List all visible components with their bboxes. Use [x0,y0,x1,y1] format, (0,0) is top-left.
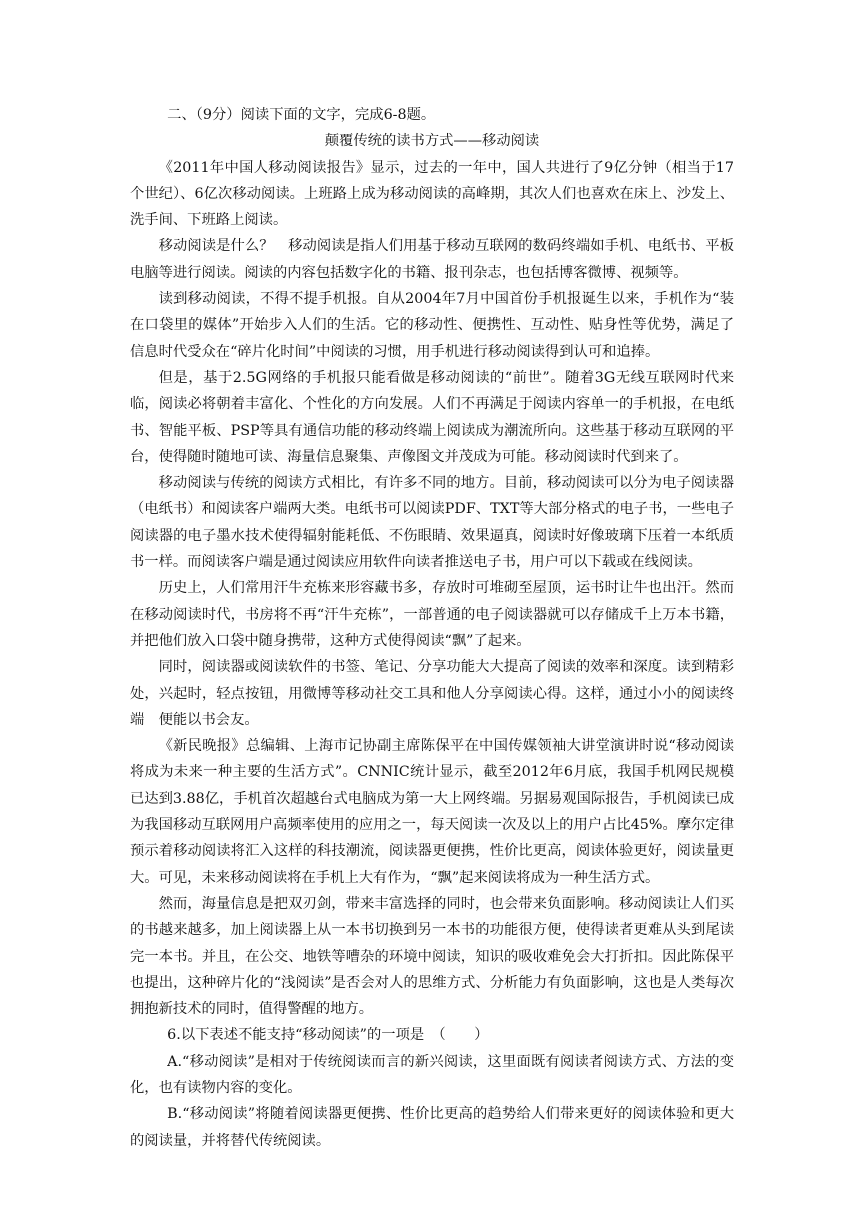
section-heading: 二、（9分）阅读下面的文字，完成6-8题。 [167,107,436,123]
paragraph-1: 《2011年中国人移动阅读报告》显示，过去的一年中，国人共进行了9亿分钟（相当于17个世纪）、6亿次移动阅读。上班路上成为移动阅读的高峰期，其次人们也喜欢在床上、沙发上、洗手间、下班路上阅读。 [130,159,734,229]
paragraph-9: 然而，海量信息是把双刃剑，带来丰富选择的同时，也会带来负面影响。移动阅读让人们买的书越来越多，加上阅读器上从一本书切换到另一本书的功能很方便，使得读者更难从头到尾读完一本书。并且，在公交、地铁等嘈杂的环境中阅读，知识的吸收难免会大打折扣。因此陈保平也提出，这种碎片化的“浅阅读”是否会对人的思维方式、分析能力有负面影响，这也是人类每次拥抱新技术的同时，值得警醒的地方。 [130,895,734,1018]
document-page [130,102,734,1154]
paragraph-2: 移动阅读是什么？ 移动阅读是指人们用基于移动互联网的数码终端如手机、电纸书、平板电脑等进行阅读。阅读的内容包括数字化的书籍、报刊杂志，也包括博客微博、视频等。 [130,238,734,281]
article-title: 颠覆传统的读书方式——移动阅读 [324,133,540,150]
paragraph-7: 同时，阅读器或阅读软件的书签、笔记、分享功能大大提高了阅读的效率和深度。读到精彩处，兴起时，轻点按钮，用微博等移动社交工具和他人分享阅读心得。这样，通过小小的阅读终端 便能以书会友。 [130,659,734,728]
paragraph-8: 《新民晚报》总编辑、上海市记协副主席陈保平在中国传媒领袖大讲堂演讲时说“移动阅读将成为未来一种主要的生活方式”。CNNIC统计显示，截至2012年6月底，我国手机网民规模已达到3.88亿，手机首次超越台式电脑成为第一大上网终端。另据易观国际报告，手机阅读已成为我国移动互联网用户高频率使用的应用之一，每天阅读一次及以上的用户占比45%。摩尔定律预示着移动阅读将汇入这样的科技潮流，阅读器更便携，性价比更高，阅读体验更好，阅读量更大。可见，未来移动阅读将在手机上大有作为，“飘”起来阅读将成为一种生活方式。 [130,738,734,886]
paragraph-4: 但是，基于2.5G网络的手机报只能看做是移动阅读的“前世”。随着3G无线互联网时代来临，阅读必将朝着丰富化、个性化的方向发展。人们不再满足于阅读内容单一的手机报，在电纸书、智能平板、PSP等具有通信功能的移动终端上阅读成为潮流所向。这些基于移动互联网的平台，使得随时随地可读、海量信息聚集、声像图文并茂成为可能。移动阅读时代到来了。 [130,369,734,465]
question-option-b: B.“移动阅读”将随着阅读器更便携、性价比更高的趋势给人们带来更好的阅读体验和更大的阅读量，并将替代传统阅读。 [130,1106,734,1149]
paragraph-6: 历史上，人们常用汗牛充栋来形容藏书多，存放时可堆砌至屋顶，运书时让牛也出汗。然而在移动阅读时代，书房将不再“汗牛充栋”，一部普通的电子阅读器就可以存储成千上万本书籍，并把他们放入口袋中随身携带，这种方式使得阅读“飘”了起来。 [130,580,734,649]
question-stem: 6.以下表述不能支持“移动阅读”的一项是 （ ） [167,1027,489,1044]
question-option-a: A.“移动阅读”是相对于传统阅读而言的新兴阅读，这里面既有阅读者阅读方式、方法的变化，也有读物内容的变化。 [130,1053,734,1096]
paragraph-3: 读到移动阅读，不得不提手机报。自从2004年7月中国首份手机报诞生以来，手机作为“装在口袋里的媒体”开始步入人们的生活。它的移动性、便携性、互动性、贴身性等优势，满足了信息时代受众在“碎片化时间”中阅读的习惯，用手机进行移动阅读得到认可和追捧。 [130,291,734,360]
paragraph-5: 移动阅读与传统的阅读方式相比，有许多不同的地方。目前，移动阅读可以分为电子阅读器（电纸书）和阅读客户端两大类。电纸书可以阅读PDF、TXT等大部分格式的电子书，一些电子阅读器的电子墨水技术使得辐射能耗低、不伤眼睛、效果逼真，阅读时好像玻璃下压着一本纸质书一样。而阅读客户端是通过阅读应用软件向读者推送电子书，用户可以下载或在线阅读。 [130,475,734,571]
